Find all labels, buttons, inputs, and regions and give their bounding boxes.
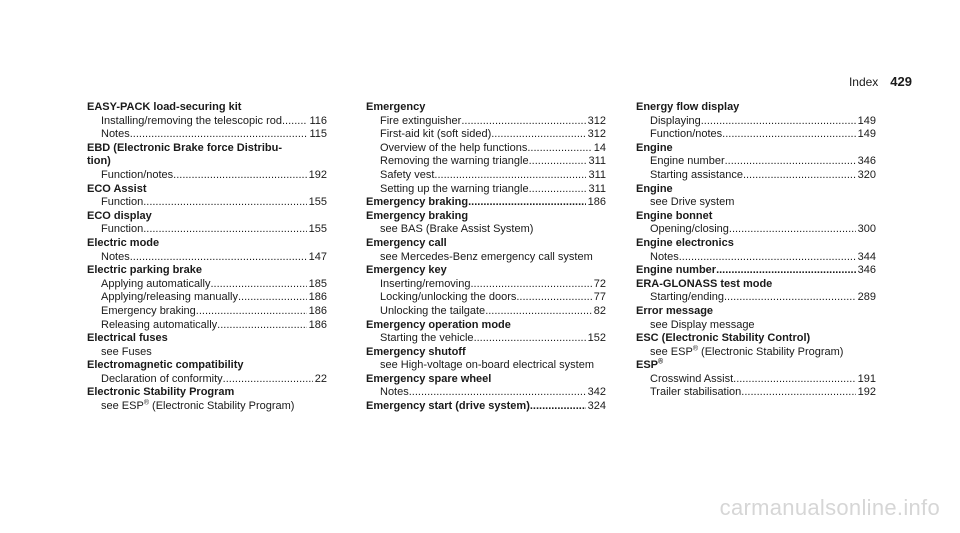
subentry-label: Overview of the help functions (380, 141, 528, 154)
leader-dots (733, 373, 856, 387)
leader-dots (238, 291, 307, 305)
index-entry (366, 373, 606, 400)
leader-dots (143, 223, 306, 237)
index-entry (636, 332, 876, 359)
subentry-label: Function/notes (650, 128, 723, 141)
leader-dots (143, 196, 306, 210)
index-heading-text: Emergency shutoff (366, 345, 466, 358)
page-ref: 116 (309, 114, 327, 127)
registered-mark: ® (658, 358, 664, 366)
subentry-label: Trailer stabilisation (650, 386, 742, 399)
index-heading (636, 359, 876, 373)
subentry-label: Releasing automatically (101, 318, 218, 331)
subentry-label: Starting/ending (650, 291, 724, 304)
index-subentry (87, 251, 327, 265)
leader-dots (722, 128, 855, 142)
index-subentry (366, 183, 606, 197)
page-ref: 320 (857, 168, 876, 181)
index-heading (366, 210, 606, 224)
index-entry (87, 332, 327, 359)
index-entry (366, 319, 606, 346)
page-ref: 191 (857, 372, 876, 385)
page-ref: 312 (587, 114, 606, 127)
see-text-rest: (Electronic Stability Program) (148, 400, 295, 413)
page-ref: 14 (593, 141, 606, 154)
see-reference (366, 251, 606, 265)
page-ref: 311 (588, 155, 606, 168)
see-text-rest: (Electronic Stability Program) (697, 345, 844, 358)
page-ref: 289 (857, 291, 876, 304)
leader-dots (196, 305, 307, 319)
see-reference (636, 346, 876, 360)
page-ref: 186 (308, 291, 327, 304)
leader-dots (741, 386, 855, 400)
subentry-label: Installing/removing the telescopic rod.. (101, 114, 289, 127)
leader-dots (210, 278, 306, 292)
index-heading-text: Emergency braking (366, 209, 469, 222)
subentry-label: Locking/unlocking the doors (380, 291, 517, 304)
index-heading (366, 400, 606, 414)
subentry-label: Opening/closing (650, 223, 729, 236)
index-subentry (366, 128, 606, 142)
leader-dots (474, 332, 586, 346)
index-subentry (366, 305, 606, 319)
page-ref: 311 (588, 182, 606, 195)
index-entry (366, 210, 606, 237)
leader-dots (434, 169, 586, 183)
watermark: carmanualsonline.info (719, 495, 940, 520)
leader-dots (724, 291, 856, 305)
subentry-label: Notes (380, 386, 409, 399)
index-subentry (366, 115, 606, 129)
index-entry (636, 183, 876, 210)
index-entry (366, 264, 606, 318)
see-reference (636, 319, 876, 333)
index-subentry (87, 305, 327, 319)
subentry-label: Applying automatically (101, 277, 211, 290)
index-heading-text: Electrical fuses (87, 332, 168, 345)
index-heading (636, 210, 876, 224)
index-heading-text: ESC (Electronic Stability Control) (636, 332, 811, 345)
index-subentry (366, 155, 606, 169)
index-subentry (636, 291, 876, 305)
page-ref: 312 (587, 128, 606, 141)
subentry-label: Function (101, 196, 144, 209)
index-entry (636, 305, 876, 332)
subentry-label: Removing the warning triangle (380, 155, 529, 168)
subentry-label: Emergency braking (101, 304, 196, 317)
subentry-label: Notes (650, 250, 679, 263)
see-text: see ESP (650, 345, 693, 358)
index-heading (87, 142, 327, 169)
subentry-label: Starting the vehicle (380, 332, 474, 345)
leader-dots (527, 142, 591, 156)
index-column-3 (636, 101, 876, 400)
index-entry (636, 142, 876, 183)
index-entry (87, 237, 327, 264)
index-heading (87, 332, 327, 346)
index-heading (636, 101, 876, 115)
index-entry (636, 359, 876, 400)
page-ref: 346 (857, 155, 876, 168)
page-ref: 186 (308, 318, 327, 331)
index-subentry (87, 278, 327, 292)
index-heading (366, 264, 606, 278)
leader-dots (471, 278, 592, 292)
index-heading-text: Electric parking brake (87, 264, 202, 277)
index-subentry (366, 278, 606, 292)
index-heading-text: Engine number (636, 264, 717, 277)
see-reference (87, 346, 327, 360)
page-ref: 344 (857, 250, 876, 263)
index-subentry (87, 319, 327, 333)
index-subentry (87, 373, 327, 387)
leader-dots (491, 128, 585, 142)
page-number: 429 (890, 74, 912, 89)
leader-dots (743, 169, 856, 183)
index-subentry (366, 332, 606, 346)
section-title: Index (848, 75, 879, 89)
registered-mark: ® (692, 345, 698, 353)
leader-dots (173, 169, 306, 183)
leader-dots (409, 386, 586, 400)
index-heading-text: Electromagnetic compatibility (87, 359, 244, 372)
index-heading-text: Emergency operation mode (366, 318, 511, 331)
index-entry (636, 101, 876, 142)
page-ref: 155 (308, 223, 327, 236)
index-entry (87, 210, 327, 237)
index-entry (636, 264, 876, 278)
index-heading-text: Emergency start (drive system) (366, 400, 530, 413)
see-reference (366, 359, 606, 373)
see-text: see High-voltage on-board electrical system (380, 359, 594, 372)
leader-dots (130, 251, 307, 265)
see-text: see BAS (Brake Assist System) (380, 223, 534, 236)
index-subentry (636, 251, 876, 265)
leader-dots (130, 128, 308, 142)
index-subentry (636, 155, 876, 169)
index-heading (87, 183, 327, 197)
index-subentry (636, 223, 876, 237)
index-column-2 (366, 101, 606, 414)
index-heading (87, 359, 327, 373)
page-ref: 22 (314, 372, 327, 385)
index-heading (366, 346, 606, 360)
leader-dots (725, 155, 856, 169)
index-subentry (87, 115, 327, 129)
see-text: see Mercedes-Benz emergency call system (380, 250, 593, 263)
page-ref: 342 (587, 386, 606, 399)
index-entry (87, 101, 327, 142)
see-reference (87, 400, 327, 414)
index-entry (366, 346, 606, 373)
leader-dots (288, 115, 307, 129)
see-reference (366, 223, 606, 237)
index-subentry (87, 196, 327, 210)
index-subentry (366, 169, 606, 183)
subentry-label: Function/notes (101, 168, 174, 181)
index-heading-text: ECO Assist (87, 182, 147, 195)
index-heading (366, 196, 606, 210)
index-heading-text: Emergency spare wheel (366, 372, 492, 385)
index-entry (87, 264, 327, 332)
subentry-label: Unlocking the tailgate (380, 304, 486, 317)
index-heading-text: ESP (636, 359, 659, 372)
page-ref: 77 (593, 291, 606, 304)
index-heading-text: Error message (636, 304, 714, 317)
page-ref: 152 (587, 332, 606, 345)
leader-dots (729, 223, 856, 237)
subentry-label: Setting up the warning triangle (380, 182, 529, 195)
index-entry (366, 400, 606, 414)
index-subentry (636, 115, 876, 129)
page-ref: 185 (308, 277, 327, 290)
page-ref: 192 (308, 168, 327, 181)
index-heading-text: Emergency (366, 101, 426, 113)
index-heading (87, 237, 327, 251)
index-heading-text: Engine (636, 182, 673, 195)
index-entry (366, 101, 606, 196)
subentry-label: Applying/releasing manually (101, 291, 238, 304)
subentry-label: First-aid kit (soft sided) (380, 128, 492, 141)
page-ref: 149 (857, 114, 876, 127)
leader-dots (485, 305, 592, 319)
leader-dots (223, 373, 313, 387)
index-entry (366, 237, 606, 264)
index-subentry (636, 373, 876, 387)
subentry-label: Notes (101, 250, 130, 263)
index-subentry (87, 291, 327, 305)
page-ref: 346 (857, 264, 876, 277)
index-heading (636, 332, 876, 346)
index-heading (636, 237, 876, 251)
index-subentry (636, 386, 876, 400)
leader-dots (516, 291, 591, 305)
index-heading (87, 210, 327, 224)
subentry-label: Engine number (650, 155, 725, 168)
index-subentry (87, 128, 327, 142)
index-heading (366, 101, 606, 115)
subentry-label: Function (101, 223, 144, 236)
leader-dots (679, 251, 856, 265)
subentry-label: Crosswind Assist (650, 372, 734, 385)
index-heading-text: Electronic Stability Program (87, 386, 235, 399)
index-heading-text: Emergency call (366, 236, 447, 249)
page-ref: 192 (857, 386, 876, 399)
index-column-1 (87, 101, 327, 414)
leader-dots (468, 196, 586, 210)
index-entry (636, 237, 876, 264)
index-heading-text: Electric mode (87, 236, 160, 249)
index-heading (636, 183, 876, 197)
page-ref: 72 (593, 277, 606, 290)
leader-dots (461, 115, 585, 129)
index-subentry (366, 291, 606, 305)
index-subentry (636, 128, 876, 142)
index-heading (366, 319, 606, 333)
page-ref: 149 (857, 128, 876, 141)
index-heading (636, 278, 876, 292)
index-heading (87, 264, 327, 278)
index-heading-text: EASY-PACK load-securing kit (87, 101, 242, 113)
subentry-label: Starting assistance (650, 168, 743, 181)
page-ref: 300 (857, 223, 876, 236)
index-heading-text: ERA-GLONASS test mode (636, 277, 773, 290)
page-ref: 311 (588, 168, 606, 181)
registered-mark: ® (143, 399, 149, 407)
page-header (849, 74, 912, 89)
page-ref: 115 (309, 128, 327, 141)
index-heading (87, 386, 327, 400)
index-heading-text: Engine bonnet (636, 209, 713, 222)
index-heading-text: Emergency key (366, 264, 447, 277)
leader-dots (217, 319, 306, 333)
index-heading (366, 237, 606, 251)
index-subentry (636, 169, 876, 183)
index-heading-text: Engine electronics (636, 236, 734, 249)
index-entry (87, 183, 327, 210)
subentry-label: Fire extinguisher (380, 114, 462, 127)
index-entry (366, 196, 606, 210)
page-ref: 82 (593, 304, 606, 317)
index-subentry (87, 169, 327, 183)
see-text: see Display message (650, 318, 755, 331)
index-entry (87, 386, 327, 413)
see-reference (636, 196, 876, 210)
page-ref: 155 (308, 196, 327, 209)
index-entry (87, 142, 327, 183)
index-entry (87, 359, 327, 386)
subentry-label: Notes (101, 128, 130, 141)
index-subentry (87, 223, 327, 237)
leader-dots (530, 400, 586, 414)
subentry-label: Safety vest (380, 168, 435, 181)
leader-dots (716, 264, 856, 278)
index-subentry (366, 142, 606, 156)
index-heading-text: Emergency braking (366, 196, 469, 209)
page-ref: 186 (587, 196, 606, 209)
index-entry (636, 278, 876, 305)
index-heading (87, 101, 327, 115)
see-text: see ESP (101, 400, 144, 413)
page-ref: 147 (308, 250, 327, 263)
subentry-label: Inserting/removing (380, 277, 471, 290)
index-heading (636, 305, 876, 319)
page-ref: 186 (308, 304, 327, 317)
index-heading (636, 264, 876, 278)
index-heading-text: EBD (Electronic Brake force Distribu- tion) (87, 141, 282, 168)
index-heading-text: ECO display (87, 209, 152, 222)
index-heading (636, 142, 876, 156)
index-heading (366, 373, 606, 387)
leader-dots (701, 115, 856, 129)
see-text: see Drive system (650, 196, 735, 209)
leader-dots (529, 155, 587, 169)
index-entry (636, 210, 876, 237)
see-text: see Fuses (101, 345, 152, 358)
subentry-label: Declaration of conformity (101, 372, 223, 385)
index-subentry (366, 386, 606, 400)
leader-dots (529, 183, 587, 197)
index-heading-text: Energy flow display (636, 101, 740, 113)
subentry-label: Displaying (650, 114, 701, 127)
index-heading-text: Engine (636, 141, 673, 154)
page-ref: 324 (587, 400, 606, 413)
